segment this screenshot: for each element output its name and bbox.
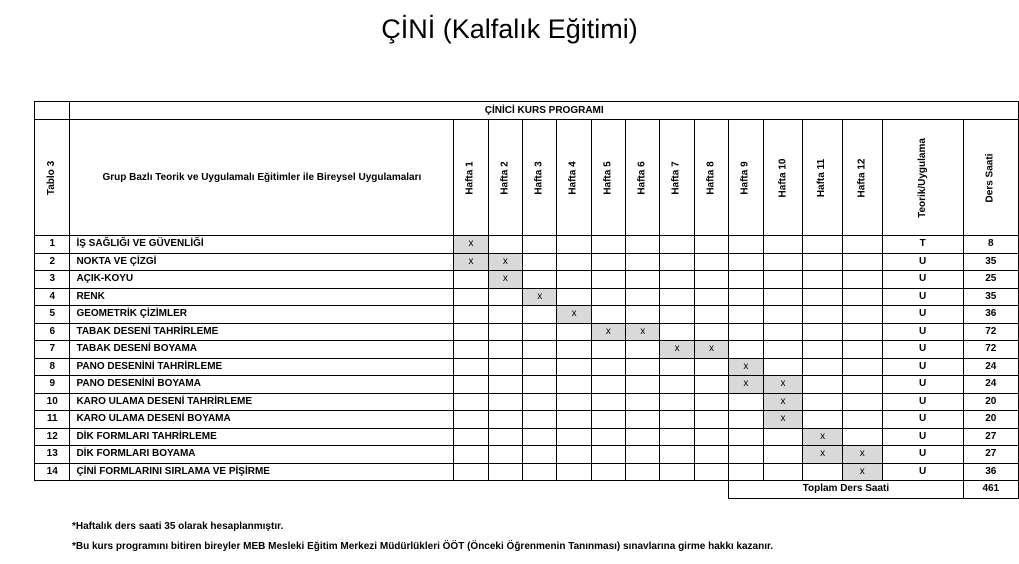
hours-value: 36 — [963, 463, 1018, 481]
row-number: 5 — [35, 306, 70, 324]
week-mark: x — [488, 271, 522, 289]
week-cell — [842, 253, 882, 271]
week-mark: x — [694, 341, 728, 359]
week-header: Hafta 3 — [533, 160, 545, 195]
type-value: U — [882, 411, 963, 429]
week-cell — [454, 428, 488, 446]
week-cell — [660, 393, 694, 411]
group-header: Grup Bazlı Teorik ve Uygulamalı Eğitimler ile Bireysel Uygulamaları — [70, 120, 454, 236]
week-cell — [523, 306, 557, 324]
type-value: U — [882, 463, 963, 481]
week-cell — [729, 393, 763, 411]
week-cell — [488, 376, 522, 394]
row-number: 10 — [35, 393, 70, 411]
type-header-cell — [882, 120, 963, 236]
course-name: TABAK DESENİ TAHRİRLEME — [70, 323, 454, 341]
week-cell — [626, 341, 660, 359]
week-mark: x — [763, 411, 803, 429]
week-cell — [842, 323, 882, 341]
week-cell — [803, 358, 842, 376]
week-header-cell — [488, 120, 522, 236]
course-name: KARO ULAMA DESENİ BOYAMA — [70, 411, 454, 429]
week-cell — [557, 253, 591, 271]
type-value: U — [882, 446, 963, 464]
week-cell — [454, 306, 488, 324]
total-value: 461 — [963, 481, 1018, 499]
week-cell — [591, 463, 625, 481]
week-cell — [694, 253, 728, 271]
total-spacer — [35, 481, 729, 499]
week-cell — [488, 306, 522, 324]
row-number: 4 — [35, 288, 70, 306]
week-cell — [626, 271, 660, 289]
week-cell — [488, 288, 522, 306]
week-mark: x — [763, 393, 803, 411]
week-cell — [842, 428, 882, 446]
week-cell — [454, 341, 488, 359]
week-cell — [842, 393, 882, 411]
table-row — [35, 358, 1019, 376]
week-header-cell — [454, 120, 488, 236]
week-header-cell — [803, 120, 842, 236]
row-number: 9 — [35, 376, 70, 394]
footnote: *Bu kurs programını bitiren bireyler MEB Mesleki Eğitim Merkezi Müdürlükleri ÖÖT (Önceki Öğrenmenin Tanınması) sınavlarına girme hakkı kazanır. — [72, 541, 774, 552]
week-cell — [842, 341, 882, 359]
hours-value: 20 — [963, 411, 1018, 429]
week-cell — [803, 306, 842, 324]
week-cell — [591, 271, 625, 289]
week-cell — [763, 341, 803, 359]
type-value: U — [882, 288, 963, 306]
week-header: Hafta 8 — [705, 160, 717, 195]
row-number: 12 — [35, 428, 70, 446]
week-header-cell — [729, 120, 763, 236]
week-cell — [626, 393, 660, 411]
row-number: 2 — [35, 253, 70, 271]
table-row — [35, 446, 1019, 464]
page-title: ÇİNİ (Kalfalık Eğitimi) — [381, 14, 638, 44]
week-header: Hafta 6 — [636, 160, 648, 195]
week-cell — [591, 306, 625, 324]
week-header-cell — [523, 120, 557, 236]
week-cell — [660, 428, 694, 446]
hours-value: 25 — [963, 271, 1018, 289]
week-cell — [763, 236, 803, 254]
week-cell — [523, 323, 557, 341]
row-number: 13 — [35, 446, 70, 464]
week-mark: x — [660, 341, 694, 359]
type-value: U — [882, 428, 963, 446]
week-cell — [626, 376, 660, 394]
week-cell — [626, 428, 660, 446]
week-cell — [803, 463, 842, 481]
week-cell — [591, 288, 625, 306]
week-cell — [591, 446, 625, 464]
week-cell — [842, 411, 882, 429]
type-value: U — [882, 376, 963, 394]
week-mark: x — [842, 446, 882, 464]
week-header: Hafta 4 — [568, 160, 580, 195]
week-header: Hafta 10 — [777, 158, 788, 197]
type-value: U — [882, 271, 963, 289]
week-cell — [523, 463, 557, 481]
hours-header: Ders Saati — [984, 153, 996, 202]
week-cell — [729, 271, 763, 289]
footnote: *Haftalık ders saati 35 olarak hesaplanmıştır. — [72, 521, 284, 532]
week-cell — [729, 463, 763, 481]
course-name: RENK — [70, 288, 454, 306]
week-cell — [454, 411, 488, 429]
week-cell — [694, 306, 728, 324]
week-cell — [763, 358, 803, 376]
week-mark: x — [454, 253, 488, 271]
week-cell — [763, 323, 803, 341]
table-row — [35, 253, 1019, 271]
week-cell — [454, 288, 488, 306]
week-cell — [626, 463, 660, 481]
week-cell — [523, 411, 557, 429]
table-row — [35, 236, 1019, 254]
course-name: NOKTA VE ÇİZGİ — [70, 253, 454, 271]
week-cell — [694, 376, 728, 394]
week-cell — [488, 463, 522, 481]
week-cell — [454, 271, 488, 289]
week-cell — [626, 236, 660, 254]
row-number: 7 — [35, 341, 70, 359]
week-cell — [557, 411, 591, 429]
week-mark: x — [729, 376, 763, 394]
hours-value: 72 — [963, 341, 1018, 359]
week-cell — [694, 358, 728, 376]
table-caption: ÇİNİCİ KURS PROGRAMI — [70, 102, 1019, 120]
course-name: PANO DESENİNİ TAHRİRLEME — [70, 358, 454, 376]
week-cell — [488, 446, 522, 464]
week-cell — [488, 428, 522, 446]
week-cell — [763, 463, 803, 481]
row-number: 11 — [35, 411, 70, 429]
hours-value: 8 — [963, 236, 1018, 254]
week-cell — [626, 288, 660, 306]
week-cell — [591, 411, 625, 429]
type-value: U — [882, 323, 963, 341]
week-cell — [694, 463, 728, 481]
week-cell — [729, 446, 763, 464]
week-mark: x — [523, 288, 557, 306]
week-cell — [729, 236, 763, 254]
hours-value: 20 — [963, 393, 1018, 411]
week-cell — [454, 463, 488, 481]
footnotes — [72, 517, 773, 557]
table-row — [35, 341, 1019, 359]
type-value: U — [882, 393, 963, 411]
week-cell — [803, 288, 842, 306]
week-header-cell — [763, 120, 803, 236]
week-header-cell — [660, 120, 694, 236]
week-cell — [660, 376, 694, 394]
week-header: Hafta 2 — [499, 160, 511, 195]
hours-value: 36 — [963, 306, 1018, 324]
week-cell — [488, 323, 522, 341]
course-name: PANO DESENİNİ BOYAMA — [70, 376, 454, 394]
week-header: Hafta 7 — [671, 160, 683, 195]
corner-cell — [35, 102, 70, 120]
hours-value: 27 — [963, 446, 1018, 464]
week-cell — [557, 393, 591, 411]
week-cell — [488, 341, 522, 359]
week-cell — [729, 411, 763, 429]
course-name: KARO ULAMA DESENİ TAHRİRLEME — [70, 393, 454, 411]
week-cell — [803, 271, 842, 289]
week-cell — [523, 271, 557, 289]
week-cell — [488, 411, 522, 429]
type-value: U — [882, 358, 963, 376]
week-cell — [660, 358, 694, 376]
week-cell — [591, 341, 625, 359]
week-cell — [660, 411, 694, 429]
table-row — [35, 288, 1019, 306]
week-cell — [591, 253, 625, 271]
week-cell — [842, 271, 882, 289]
hours-header-cell — [963, 120, 1018, 236]
week-cell — [557, 288, 591, 306]
course-name: DİK FORMLARI BOYAMA — [70, 446, 454, 464]
course-name: TABAK DESENİ BOYAMA — [70, 341, 454, 359]
table-row — [35, 271, 1019, 289]
course-program-table — [34, 101, 1019, 499]
week-mark: x — [557, 306, 591, 324]
week-cell — [454, 393, 488, 411]
course-name: ÇİNİ FORMLARINI SIRLAMA VE PİŞİRME — [70, 463, 454, 481]
week-cell — [591, 358, 625, 376]
course-name: DİK FORMLARI TAHRİRLEME — [70, 428, 454, 446]
week-cell — [842, 306, 882, 324]
week-cell — [842, 236, 882, 254]
week-mark: x — [591, 323, 625, 341]
week-cell — [488, 236, 522, 254]
week-cell — [660, 288, 694, 306]
week-cell — [842, 358, 882, 376]
table-row — [35, 393, 1019, 411]
week-cell — [557, 463, 591, 481]
week-cell — [694, 323, 728, 341]
tablo-label-cell — [35, 120, 70, 236]
week-header-cell — [694, 120, 728, 236]
week-header-cell — [842, 120, 882, 236]
week-mark: x — [729, 358, 763, 376]
header-row — [35, 120, 1019, 236]
week-cell — [803, 376, 842, 394]
course-name: AÇIK-KOYU — [70, 271, 454, 289]
row-number: 3 — [35, 271, 70, 289]
week-cell — [763, 253, 803, 271]
week-cell — [660, 253, 694, 271]
week-cell — [523, 446, 557, 464]
table-row — [35, 306, 1019, 324]
week-cell — [523, 253, 557, 271]
week-cell — [842, 288, 882, 306]
table-row — [35, 463, 1019, 481]
week-cell — [557, 236, 591, 254]
hours-value: 27 — [963, 428, 1018, 446]
week-cell — [694, 271, 728, 289]
week-cell — [842, 376, 882, 394]
week-cell — [454, 376, 488, 394]
course-name: İŞ SAĞLIĞI VE GÜVENLİĞİ — [70, 236, 454, 254]
week-cell — [763, 446, 803, 464]
week-cell — [557, 428, 591, 446]
week-cell — [803, 341, 842, 359]
table-row — [35, 428, 1019, 446]
week-cell — [523, 236, 557, 254]
week-cell — [454, 446, 488, 464]
week-cell — [488, 358, 522, 376]
week-cell — [591, 428, 625, 446]
week-cell — [626, 411, 660, 429]
week-cell — [694, 393, 728, 411]
week-cell — [557, 446, 591, 464]
week-cell — [591, 393, 625, 411]
week-cell — [660, 306, 694, 324]
total-row — [35, 481, 1019, 499]
table-row — [35, 376, 1019, 394]
table-row — [35, 323, 1019, 341]
week-cell — [729, 428, 763, 446]
week-header-cell — [591, 120, 625, 236]
week-cell — [454, 358, 488, 376]
type-value: U — [882, 253, 963, 271]
week-cell — [591, 376, 625, 394]
week-cell — [763, 306, 803, 324]
week-cell — [660, 323, 694, 341]
week-cell — [803, 236, 842, 254]
week-cell — [729, 253, 763, 271]
hours-value: 24 — [963, 376, 1018, 394]
week-mark: x — [842, 463, 882, 481]
week-header: Hafta 5 — [602, 160, 614, 195]
week-cell — [803, 323, 842, 341]
week-cell — [694, 236, 728, 254]
week-cell — [763, 271, 803, 289]
week-header-cell — [557, 120, 591, 236]
course-name: GEOMETRİK ÇİZİMLER — [70, 306, 454, 324]
type-value: T — [882, 236, 963, 254]
row-number: 14 — [35, 463, 70, 481]
week-cell — [803, 253, 842, 271]
week-cell — [694, 411, 728, 429]
week-mark: x — [803, 446, 842, 464]
week-cell — [763, 288, 803, 306]
week-cell — [694, 428, 728, 446]
week-cell — [523, 428, 557, 446]
week-mark: x — [763, 376, 803, 394]
week-cell — [763, 428, 803, 446]
week-mark: x — [626, 323, 660, 341]
week-cell — [523, 376, 557, 394]
week-cell — [626, 358, 660, 376]
week-cell — [660, 271, 694, 289]
week-cell — [626, 446, 660, 464]
tablo-label: Tablo 3 — [46, 160, 58, 195]
type-value: U — [882, 341, 963, 359]
week-header: Hafta 9 — [739, 160, 751, 195]
row-number: 8 — [35, 358, 70, 376]
week-cell — [488, 393, 522, 411]
week-cell — [803, 411, 842, 429]
week-cell — [523, 393, 557, 411]
week-cell — [557, 323, 591, 341]
hours-value: 72 — [963, 323, 1018, 341]
caption-row — [35, 102, 1019, 120]
week-cell — [626, 253, 660, 271]
hours-value: 24 — [963, 358, 1018, 376]
total-label: Toplam Ders Saati — [729, 481, 963, 499]
hours-value: 35 — [963, 288, 1018, 306]
hours-value: 35 — [963, 253, 1018, 271]
row-number: 6 — [35, 323, 70, 341]
table-row — [35, 411, 1019, 429]
week-cell — [803, 393, 842, 411]
week-cell — [557, 271, 591, 289]
week-header: Hafta 11 — [816, 158, 828, 197]
week-cell — [694, 446, 728, 464]
week-header-cell — [626, 120, 660, 236]
week-header: Hafta 12 — [856, 158, 868, 197]
week-mark: x — [488, 253, 522, 271]
type-header: Teorik/Uygulama — [916, 137, 928, 218]
week-cell — [557, 341, 591, 359]
week-cell — [729, 288, 763, 306]
week-cell — [694, 288, 728, 306]
week-cell — [626, 306, 660, 324]
week-cell — [557, 358, 591, 376]
row-number: 1 — [35, 236, 70, 254]
type-value: U — [882, 306, 963, 324]
week-cell — [660, 463, 694, 481]
week-cell — [454, 323, 488, 341]
week-cell — [729, 341, 763, 359]
week-mark: x — [803, 428, 842, 446]
week-cell — [523, 358, 557, 376]
week-cell — [660, 236, 694, 254]
week-cell — [729, 306, 763, 324]
week-mark: x — [454, 236, 488, 254]
week-cell — [557, 376, 591, 394]
week-cell — [591, 236, 625, 254]
week-cell — [729, 323, 763, 341]
week-header: Hafta 1 — [464, 160, 476, 195]
week-cell — [660, 446, 694, 464]
week-cell — [523, 341, 557, 359]
